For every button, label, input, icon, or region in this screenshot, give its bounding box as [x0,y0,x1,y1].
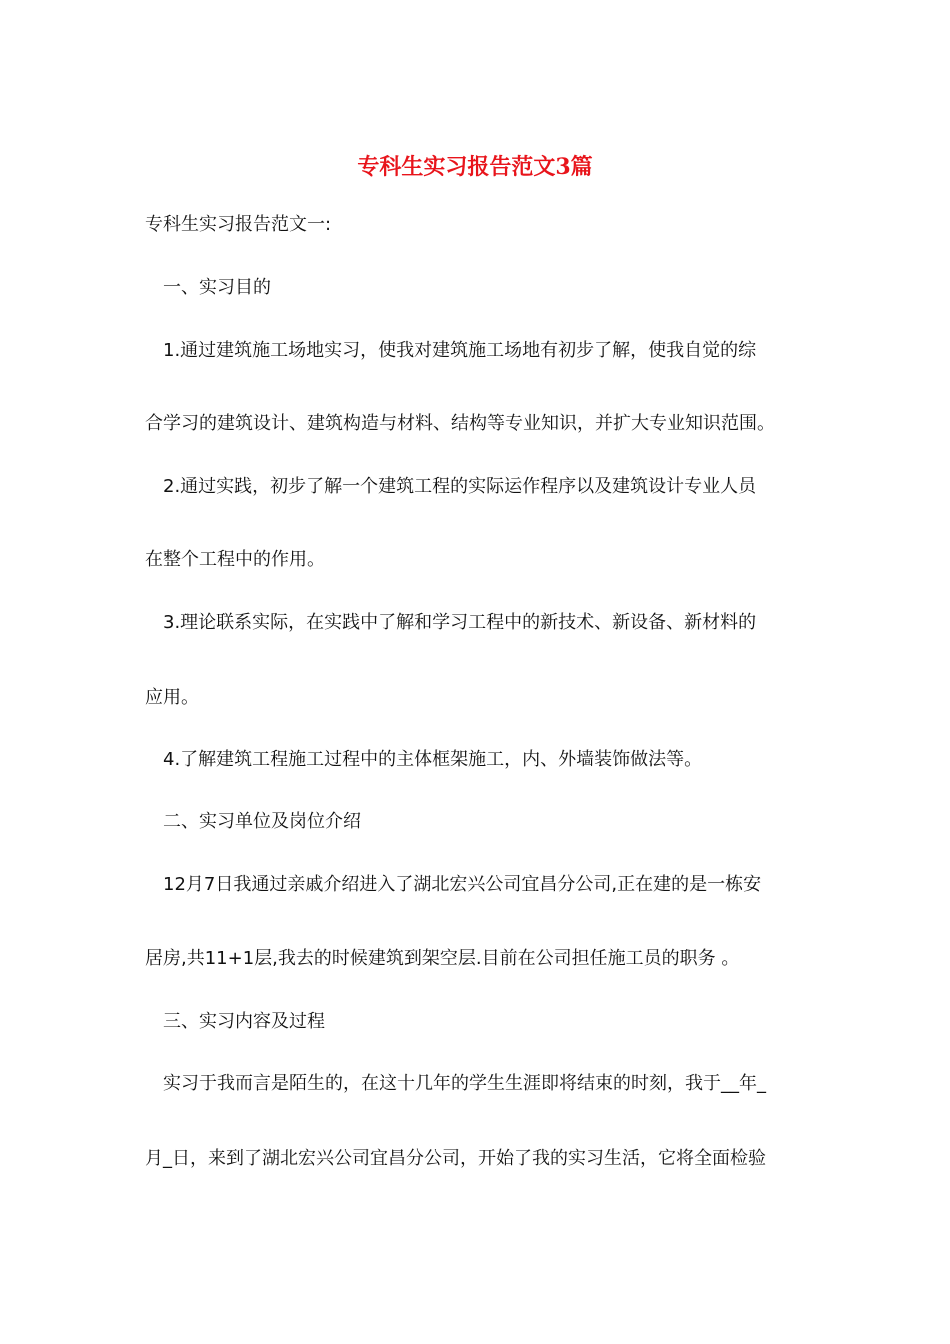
paragraph-line: 实习于我而言是陌生的，在这十几年的学生生涯即将结束的时刻，我于__年_ [163,1073,766,1094]
document-title: 专科生实习报告范文3篇 [357,154,593,180]
section-heading-2: 二、实习单位及岗位介绍 [163,811,361,832]
paragraph-line: 1.通过建筑施工场地实习，使我对建筑施工场地有初步了解，使我自觉的综 [163,340,757,361]
paragraph-line: 12月7日我通过亲戚介绍进入了湖北宏兴公司宜昌分公司,正在建的是一栋安 [163,874,762,895]
section-heading-1: 一、实习目的 [163,277,271,298]
paragraph-line: 2.通过实践，初步了解一个建筑工程的实际运作程序以及建筑设计专业人员 [163,476,757,497]
paragraph-line: 居房,共11+1层,我去的时候建筑到架空层.目前在公司担任施工员的职务 。 [145,948,740,969]
section-heading-intro: 专科生实习报告范文一: [145,214,332,235]
paragraph-line: 应用。 [145,687,199,708]
paragraph-line: 月_日，来到了湖北宏兴公司宜昌分公司，开始了我的实习生活，它将全面检验 [145,1148,766,1169]
paragraph-line: 3.理论联系实际，在实践中了解和学习工程中的新技术、新设备、新材料的 [163,612,757,633]
paragraph-line: 合学习的建筑设计、建筑构造与材料、结构等专业知识，并扩大专业知识范围。 [145,413,775,434]
section-heading-3: 三、实习内容及过程 [163,1011,325,1032]
paragraph-line: 4.了解建筑工程施工过程中的主体框架施工，内、外墙装饰做法等。 [163,749,703,770]
paragraph-line: 在整个工程中的作用。 [145,549,325,570]
